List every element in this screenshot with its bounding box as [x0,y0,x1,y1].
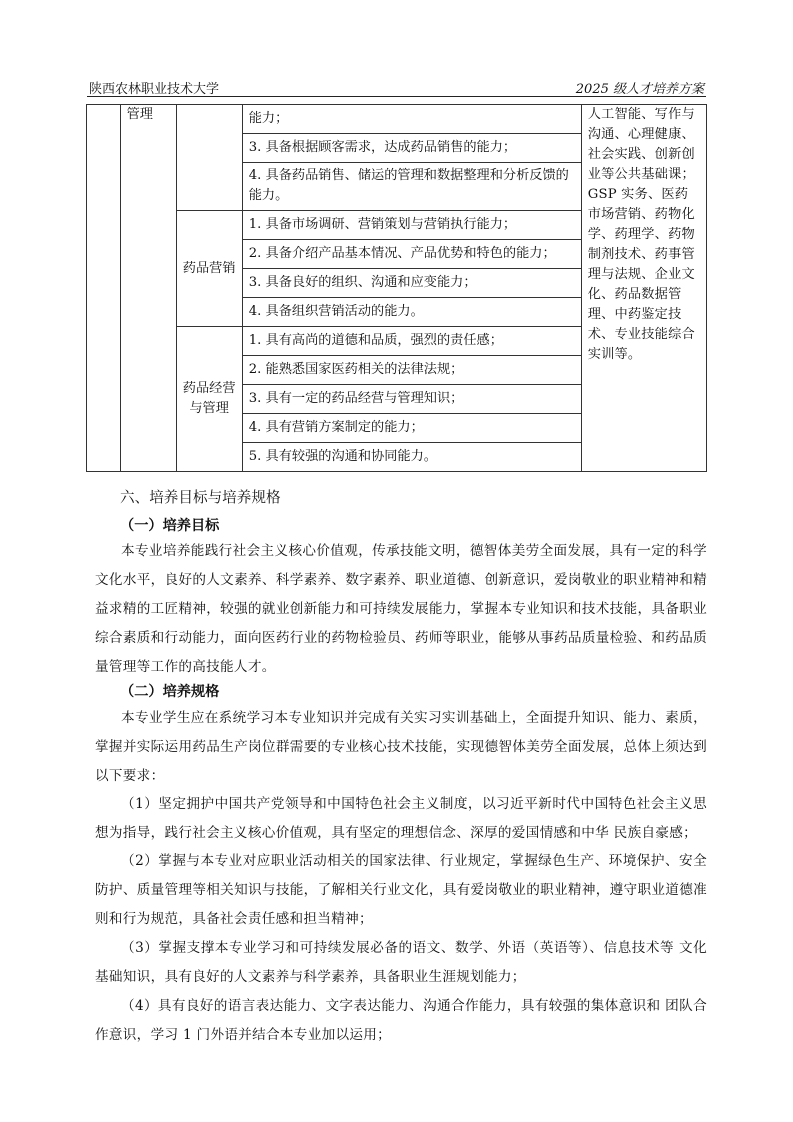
goal-paragraph: 本专业培养能践行社会主义核心价值观，传承技能文明，德智体美劳全面发展，具有一定的科学文化水平，良好的人文素养、科学素养、数字素养、职业道德、创新意识，爱岗敬业的职业精神和精益求精的工匠精神，较强的就业创新能力和可持续发展能力，掌握本专业知识和技术技能，具备职业综合素质和行动能力，面向医药行业的药物检验员、药师等职业，能够从事药品质量检验、和药品质量管理等工作的高技能人才。 [95,543,707,675]
post-name-management: 药品经营 与管理 [176,327,242,472]
spec-heading: （二）培养规格 [120,684,220,700]
ability-item: 4. 具备组织营销活动的能力。 [242,298,581,327]
ability-item: 能力； [242,105,581,134]
post-name-marketing: 药品营销 [176,211,242,327]
table-row [87,105,707,134]
spec-item-4: （4）具有良好的语言表达能力、文字表达能力、沟通合作能力，具有较强的集体意识和 团队合作意识，学习 1 门外语并结合本专业加以运用； [95,998,707,1043]
ability-item: 1. 具有高尚的道德和品质，强烈的责任感； [242,327,581,356]
ability-item: 3. 具有一定的药品经营与管理知识； [242,385,581,414]
header-school-name: 陕西农林职业技术大学 [89,82,220,97]
section-title: 六、培养目标与培养规格 [120,489,281,506]
spec-item-2: （2）掌握与本专业对应职业活动相关的国家法律、行业规定，掌握绿色生产、环境保护、安全防护、质量管理等相关知识与技能，了解相关行业文化，具有爱岗敬业的职业精神，遵守职业道德准则和行为规范，具备社会责任感和担当精神； [95,853,707,927]
spec-item-3: （3）掌握支撑本专业学习和可持续发展必备的语文、数学、外语（英语等）、信息技术等 文化基础知识，具有良好的人文素养与科学素养，具备职业生涯规划能力； [95,940,707,985]
page-header [87,76,706,97]
competency-table [86,104,707,472]
spec-intro-paragraph: 本专业学生应在系统学习本专业知识并完成有关实习实训基础上，全面提升知识、能力、素质，掌握并实际运用药品生产岗位群需要的专业核心技术技能，实现德智体美劳全面发展，总体上须达到以下要求： [95,710,707,784]
course-cell: 人工智能、写作与沟通、心理健康、社会实践、创新创业等公共基础课；GSP 实务、医药市场营销、药物化学、药理学、药物制剂技术、药事管理与法规、企业文化、药品数据管理、中药鉴定技术、专业技能综合实训等。 [581,105,706,472]
ability-item: 2. 具备介绍产品基本情况、产品优势和特色的能力； [242,240,581,269]
ability-item: 2. 能熟悉国家医药相关的法律法规； [242,356,581,385]
ability-item: 3. 具备良好的组织、沟通和应变能力； [242,269,581,298]
ability-item: 4. 具有营销方案制定的能力； [242,414,581,443]
post-category-cell: 管理 [120,105,176,472]
table-cell-blank [87,105,121,472]
ability-item: 4. 具备药品销售、储运的管理和数据整理和分析反馈的能力。 [242,163,581,211]
spec-item-1: （1）坚定拥护中国共产党领导和中国特色社会主义制度，以习近平新时代中国特色社会主义思想为指导，践行社会主义核心价值观，具有坚定的理想信念、深厚的爱国情感和中华 民族自豪感； [95,796,707,841]
goal-heading: （一）培养目标 [120,518,220,534]
post-cell-empty [176,105,242,211]
ability-item: 1. 具备市场调研、营销策划与营销执行能力； [242,211,581,240]
ability-item: 5. 具有较强的沟通和协同能力。 [242,443,581,472]
ability-item: 3. 具备根据顾客需求，达成药品销售的能力； [242,134,581,163]
header-document-title: 2025 级人才培养方案 [575,82,704,97]
